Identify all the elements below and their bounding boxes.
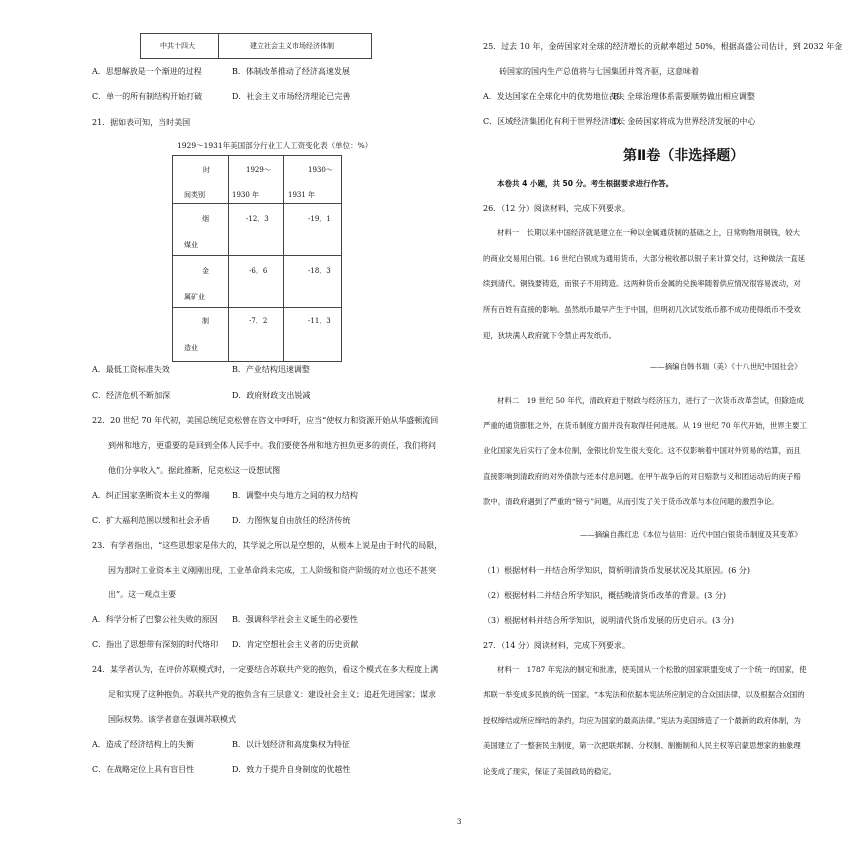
q26-material2-line-4: 直接影响到清政府的对外债款与还本付息问题。在甲午战争后的对日赔款与义和团运动后的庚子赔	[483, 472, 801, 481]
wage-row-metal-label-bottom: 属矿业	[184, 293, 205, 301]
q27-material1-line-2: 邦联一举变成多民族的统一国家。“本宪法和依据本宪法所应制定的合众国法律，以及根据合众国的	[483, 690, 805, 699]
wage-table-header-col2-bottom: 1930 年	[232, 191, 260, 199]
q24-option-d: D．致力于提升自身制度的优越性	[232, 765, 351, 774]
q20-option-c: C．单一的所有制结构开始打破	[92, 92, 203, 101]
prev-table-left-cell: 中共十四大	[160, 42, 195, 50]
wage-table-header-col3-top: 1930～	[308, 166, 333, 174]
q23-option-a: A．科学分析了巴黎公社失败的原因	[92, 615, 218, 624]
prev-table-divider	[218, 33, 219, 58]
wage-row-coal-label-bottom: 煤业	[184, 241, 198, 249]
q26-subquestion-1: （1）根据材料一并结合所学知识，简析明清货币发展状况及其原因。(6 分)	[483, 566, 750, 575]
q26-material1-line-5: 迎，狄块满人政府就下令禁止再发纸币。	[483, 331, 617, 340]
wage-table-header-col3-bottom: 1931 年	[288, 191, 316, 199]
q25-stem-line-1: 25．过去 10 年，金砖国家对全球的经济增长的贡献率超过 50%，根据高盛公司估计，到 2032 年金	[483, 42, 843, 51]
wage-table-header-col2-top: 1929～	[246, 166, 271, 174]
q22-option-a: A．纠正国家垄断资本主义的弊端	[92, 491, 210, 500]
wage-row-coal-v1: -12．3	[246, 215, 269, 223]
wage-row-metal-label-top: 金	[202, 267, 209, 275]
wage-table-col-divider-1	[228, 155, 229, 361]
q25-option-b: B．全球治理体系需要顺势做出相应调整	[613, 92, 755, 101]
part2-intro: 本卷共 4 小题，共 50 分。考生根据要求进行作答。	[497, 179, 674, 188]
wage-row-coal-v2: -19．1	[308, 215, 331, 223]
q27-material1-line-3: 授权缔结或所应缔结的条约，均应为国家的最高法律。”宪法为美国缔造了一个最新的政府体制，为	[483, 716, 801, 725]
prev-table-right-cell: 建立社会主义市场经济体制	[250, 42, 334, 50]
q25-stem-line-2: 砖国家的国内生产总值将与七国集团并驾齐驱，这意味着	[499, 67, 699, 76]
wage-table-row-divider-1	[172, 203, 341, 204]
q26-stem: 26．（12 分）阅读材料，完成下列要求。	[483, 204, 630, 213]
q23-stem-line-2: 因为那时工业资本主义刚刚出现，工业革命尚未完成，工人阶级和资产阶级的对立也还不甚突	[108, 566, 436, 575]
q26-material2-line-1: 材料二 19 世纪 50 年代，清政府迫于财政与经济压力，进行了一次货币改革尝试，但除造成	[497, 396, 804, 405]
q23-option-d: D．肯定空想社会主义者的历史贡献	[232, 640, 359, 649]
page-number: 3	[457, 818, 462, 826]
q21-option-c: C．经济危机不断加深	[92, 391, 171, 400]
wage-row-mfg-v2: -11．3	[308, 317, 331, 325]
wage-row-metal-v1: -6．6	[249, 267, 268, 275]
q26-subquestion-3: （3）根据材料并结合所学知识，说明清代货币发展的历史启示。(3 分)	[483, 616, 734, 625]
q23-option-c: C．指出了思想带有深刻的时代烙印	[92, 640, 219, 649]
q26-material1-line-4: 所有百姓有直接的影响。虽然纸币最早产生于中国，但明初几次试发纸币都不成功使得纸币不受欢	[483, 305, 801, 314]
wage-row-coal-label-top: 烟	[202, 215, 209, 223]
q22-option-d: D．力图恢复自由放任的经济传统	[232, 516, 351, 525]
q26-material1-line-1: 材料一 长期以来中国经济就是建立在一种以金属通货制的基础之上，日常购物用铜钱，较大	[497, 228, 801, 237]
q23-option-b: B．强调科学社会主义诞生的必要性	[232, 615, 358, 624]
wage-table-row-divider-3	[172, 307, 341, 308]
q27-stem: 27．（14 分）阅读材料，完成下列要求。	[483, 641, 630, 650]
wage-row-mfg-label-bottom: 造业	[184, 344, 198, 352]
q27-material1-line-4: 美国建立了一整套民主制度，第一次把联邦制、分权制、制衡制和人民主权等启蒙思想家的抽象理	[483, 741, 801, 750]
q23-stem-line-3: 出”。这一观点主要	[108, 590, 177, 599]
wage-table	[172, 155, 342, 362]
q20-option-d: D．社会主义市场经济理论已完善	[232, 92, 351, 101]
q22-option-c: C．扩大福利范围以缓和社会矛盾	[92, 516, 211, 525]
q27-material1-line-5: 论变成了现实，保证了美国政局的稳定。	[483, 767, 617, 776]
q26-material1-line-3: 续到清代。铜钱要铸造，而银子不用铸造。这两种货币金属的兑换率随着供应情况很容易波动，对	[483, 279, 801, 288]
q21-table-title: 1929～1931年美国部分行业工人工资变化表（单位：%）	[177, 141, 373, 150]
q26-material2-line-2: 严重的通货膨胀之外，在货币制度方面并没有取得任何进展。从 19 世纪 70 年代开始，世界主要工	[483, 421, 807, 430]
wage-table-header-col1-top: 时	[203, 166, 210, 174]
q21-option-d: D．政府财政支出锐减	[232, 391, 311, 400]
q22-stem-line-2: 到州和地方，更重要的是回到全体人民手中。我们要使各州和地方担负更多的责任，我们将问	[108, 441, 436, 450]
q26-material1-source: ——摘编自韩书瑞（美）《十八世纪中国社会》	[650, 362, 802, 371]
q25-option-c: C．区域经济集团化有利于世界经济增长	[483, 117, 626, 126]
q23-stem-line-1: 23．有学者指出，“这些思想家是伟大的，其学说之所以是空想的，从根本上说是由于时代的局限，	[92, 541, 443, 550]
q26-material2-source: ——摘编自燕红忠《本位与信用：近代中国白银货币制度及其变革》	[580, 530, 802, 539]
q24-stem-line-2: 足和实现了这种抱负。苏联共产党的抱负含有三层意义：建设社会主义；追赶先进国家；谋求	[108, 690, 436, 699]
wage-table-row-divider-2	[172, 255, 341, 256]
q26-material1-line-2: 的商业交易用白银。16 世纪白银成为通用货币，大部分税收都以银子来计算交付，这种做法一直延	[483, 254, 806, 263]
part2-title: 第Ⅱ卷（非选择题）	[623, 148, 745, 164]
q22-option-b: B．调整中央与地方之间的权力结构	[232, 491, 358, 500]
q26-subquestion-2: （2）根据材料二并结合所学知识，概括晚清货币改革的背景。(3 分)	[483, 591, 726, 600]
q21-option-b: B．产业结构迅速调整	[232, 365, 310, 374]
wage-row-mfg-v1: -7．2	[249, 317, 268, 325]
q21-option-a: A．最低工资标准失效	[92, 365, 170, 374]
wage-row-metal-v2: -18．3	[308, 267, 331, 275]
q24-option-b: B．以计划经济和高度集权为特征	[232, 740, 350, 749]
q24-option-c: C．在战略定位上具有盲目性	[92, 765, 195, 774]
q24-option-a: A．造成了经济结构上的失衡	[92, 740, 194, 749]
q25-option-a: A．发达国家在全球化中的优势地位丧失	[483, 92, 625, 101]
q25-option-d: D．金砖国家将成为世界经济发展的中心	[613, 117, 756, 126]
q24-stem-line-1: 24．某学者认为，在评价苏联模式时，一定要结合苏联共产党的抱负，看这个模式在多大程度上满	[92, 665, 439, 674]
q20-option-a: A．思想解放是一个渐进的过程	[92, 67, 202, 76]
q22-stem-line-3: 他们分享收入”。据此推断，尼克松这一设想试图	[108, 466, 281, 475]
wage-row-mfg-label-top: 制	[202, 317, 209, 325]
wage-table-header-col1-bottom: 间类别	[184, 191, 205, 199]
q26-material2-line-3: 业化国家先后实行了金本位制，金银比价发生很大变化。这不仅影响着中国对外贸易的结算，而且	[483, 446, 801, 455]
q22-stem-line-1: 22．20 世纪 70 年代初，美国总统尼克松曾在咨文中呼吁，应当“使权力和资源开始从华盛顿流回	[92, 416, 439, 425]
q24-stem-line-3: 国际权势。该学者意在强调苏联模式	[108, 715, 236, 724]
q20-option-b: B．体制改革推动了经济高速发展	[232, 67, 350, 76]
q21-stem: 21．据如表可知，当时美国	[92, 118, 191, 127]
q26-material2-line-5: 款中，清政府遇到了严重的“镑亏”问题，从而引发了关于货币改革与本位问题的激烈争论。	[483, 497, 779, 506]
wage-table-col-divider-2	[283, 155, 284, 361]
q27-material1-line-1: 材料一 1787 年宪法的制定和批准，使美国从一个松散的国家联盟变成了一个统一的国家，使	[497, 665, 807, 674]
